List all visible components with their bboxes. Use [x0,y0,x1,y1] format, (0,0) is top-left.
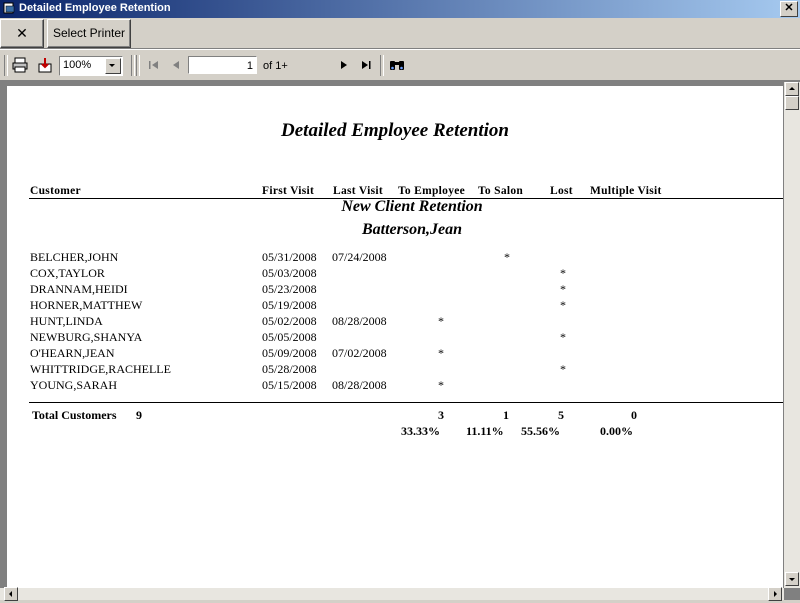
row-first-visit: 05/15/2008 [262,378,317,392]
totals-count: 9 [136,408,142,422]
prev-page-icon[interactable] [167,56,185,74]
header-first-visit: First Visit [262,185,315,197]
scroll-right-button[interactable] [768,587,782,601]
row-lost: * [560,298,566,312]
row-customer: BELCHER,JOHN [30,250,119,264]
header-to-employee: To Employee [398,185,466,197]
chevron-down-icon [106,59,118,71]
horizontal-scrollbar[interactable] [0,588,784,600]
window-title: Detailed Employee Retention [19,2,171,14]
header-multiple-visit: Multiple Visit [590,185,662,197]
row-last-visit: 08/28/2008 [332,378,387,392]
row-to-employee: * [438,314,444,328]
row-to-employee: * [438,378,444,392]
row-customer: NEWBURG,SHANYA [30,330,143,344]
row-first-visit: 05/31/2008 [262,250,317,264]
row-customer: COX,TAYLOR [30,266,105,280]
arrow-left-icon [5,588,17,600]
totals-label: Total Customers [32,408,117,422]
zoom-select[interactable] [59,56,123,76]
row-lost: * [560,266,566,280]
row-lost: * [560,330,566,344]
top-toolbar [0,18,800,49]
row-last-visit: 07/02/2008 [332,346,387,360]
totals-divider [29,402,783,403]
totals-lost-pct: 55.56% [521,424,560,438]
vertical-scrollbar[interactable] [784,82,800,588]
row-first-visit: 05/28/2008 [262,362,317,376]
arrow-right-icon [769,588,781,600]
row-customer: DRANNAM,HEIDI [30,282,128,296]
row-lost: * [560,282,566,296]
scroll-thumb[interactable] [785,96,799,110]
row-to-employee: * [438,346,444,360]
toolbar-separator [4,55,8,76]
totals-to-salon: 1 [503,408,509,422]
header-to-salon: To Salon [478,185,524,197]
row-lost: * [560,362,566,376]
row-customer: HORNER,MATTHEW [30,298,143,312]
page-number-input[interactable]: 1 [188,56,257,74]
row-first-visit: 05/09/2008 [262,346,317,360]
toolbar-separator [380,55,384,76]
row-first-visit: 05/19/2008 [262,298,317,312]
totals-to-employee-pct: 33.33% [401,424,440,438]
employee-name: Batterson,Jean [361,221,462,238]
arrow-up-icon [786,83,798,95]
scroll-left-button[interactable] [4,587,18,601]
last-page-icon[interactable] [357,56,375,74]
row-last-visit: 08/28/2008 [332,314,387,328]
totals-to-salon-pct: 11.11% [466,424,504,438]
row-last-visit: 07/24/2008 [332,250,387,264]
first-page-icon[interactable] [145,56,163,74]
report-title: Detailed Employee Retention [281,120,509,141]
header-customer: Customer [30,185,81,197]
row-first-visit: 05/23/2008 [262,282,317,296]
scroll-down-button[interactable] [785,572,799,586]
report-viewport [0,80,800,600]
row-first-visit: 05/03/2008 [262,266,317,280]
totals-to-employee: 3 [438,408,444,422]
row-to-salon: * [504,250,510,264]
row-customer: HUNT,LINDA [30,314,103,328]
totals-lost: 5 [558,408,564,422]
select-printer-button[interactable]: Select Printer [47,19,131,48]
zoom-dropdown-button[interactable] [105,58,121,74]
row-customer: YOUNG,SARAH [30,378,118,392]
toolbar-separator [131,55,135,76]
printer-icon[interactable] [11,56,29,74]
scroll-up-button[interactable] [785,82,799,96]
report-page [7,86,783,592]
row-first-visit: 05/05/2008 [262,330,317,344]
export-icon[interactable] [36,56,54,74]
totals-multiple: 0 [631,408,637,422]
group-title: New Client Retention [341,198,483,215]
row-first-visit: 05/02/2008 [262,314,317,328]
zoom-value: 100% [63,59,92,71]
window-close-button[interactable]: ✕ [780,1,798,17]
page-count-label: of 1+ [263,60,288,72]
row-customer: WHITTRIDGE,RACHELLE [30,362,171,376]
arrow-down-icon [786,573,798,585]
title-bar [0,0,800,18]
row-customer: O'HEARN,JEAN [30,346,115,360]
close-preview-button[interactable]: ✕ [0,19,44,48]
toolbar-separator [136,55,140,76]
header-lost: Lost [550,185,573,197]
totals-multiple-pct: 0.00% [600,424,633,438]
next-page-icon[interactable] [335,56,353,74]
header-last-visit: Last Visit [333,185,383,197]
navigation-toolbar [0,49,800,81]
app-icon [3,2,15,14]
binoculars-icon[interactable] [388,56,406,74]
